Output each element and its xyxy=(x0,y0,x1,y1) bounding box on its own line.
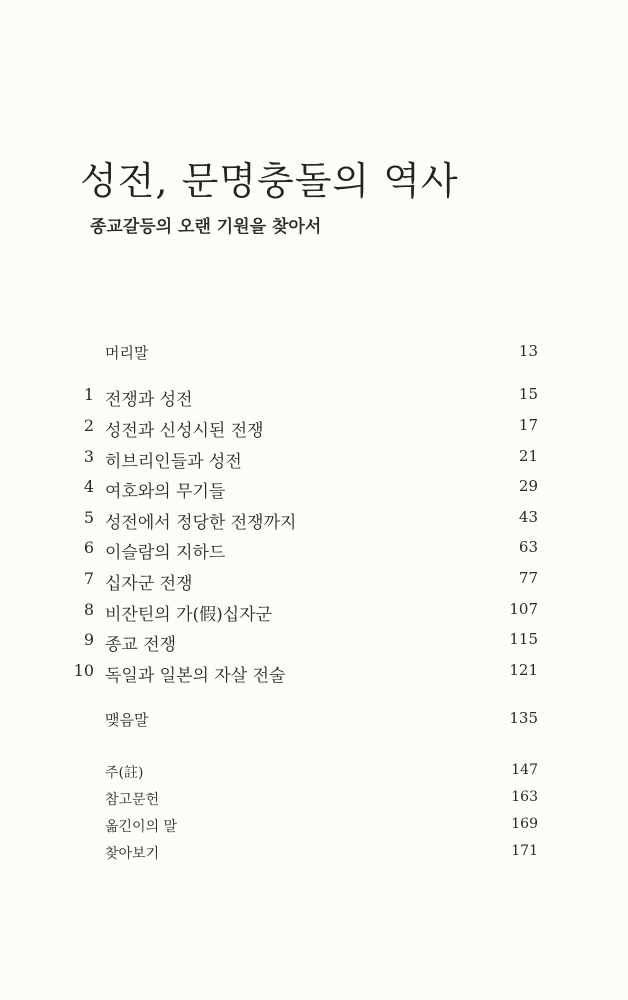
toc-chapter-9 xyxy=(0,630,628,658)
toc-entry-label: 맺음말 xyxy=(105,711,149,729)
chapter-title: 성전과 신성시된 전쟁 xyxy=(105,421,264,441)
toc-appendix-references xyxy=(0,789,628,817)
chapter-title: 비잔틴의 가(假)십자군 xyxy=(105,605,273,625)
appendix-label: 옮긴이의 말 xyxy=(105,819,178,835)
book-title: 성전, 문명충돌의 역사 xyxy=(80,159,459,203)
appendix-label: 찾아보기 xyxy=(105,846,160,862)
chapter-number: 2 xyxy=(83,416,94,435)
chapter-page: 29 xyxy=(518,477,538,495)
chapter-title: 십자군 전쟁 xyxy=(105,574,193,594)
toc-chapter-10 xyxy=(0,661,628,689)
appendix-page: 147 xyxy=(511,762,538,778)
chapter-title: 종교 전쟁 xyxy=(105,635,177,655)
toc-appendix-index xyxy=(0,843,628,871)
toc-preface xyxy=(0,342,628,370)
book-subtitle: 종교갈등의 오랜 기원을 찾아서 xyxy=(90,217,322,237)
toc-chapter-5 xyxy=(0,508,628,536)
chapter-title: 히브리인들과 성전 xyxy=(105,452,242,472)
toc-chapter-8 xyxy=(0,600,628,628)
appendix-page: 163 xyxy=(511,789,538,805)
toc-appendix-notes xyxy=(0,762,628,790)
chapter-number: 4 xyxy=(83,477,94,496)
toc-conclusion xyxy=(0,709,628,737)
chapter-title: 이슬람의 지하드 xyxy=(105,543,226,563)
appendix-page: 171 xyxy=(511,843,538,859)
chapter-number: 6 xyxy=(83,538,94,557)
chapter-title: 여호와의 무기들 xyxy=(105,482,226,502)
chapter-title: 성전에서 정당한 전쟁까지 xyxy=(105,513,297,533)
chapter-page: 107 xyxy=(509,600,538,618)
toc-chapter-3 xyxy=(0,447,628,475)
chapter-number: 5 xyxy=(83,508,94,527)
chapter-number: 1 xyxy=(83,385,94,404)
chapter-page: 15 xyxy=(518,385,538,403)
toc-chapter-6 xyxy=(0,538,628,566)
toc-chapter-2 xyxy=(0,416,628,444)
chapter-page: 63 xyxy=(518,538,538,556)
chapter-page: 121 xyxy=(509,661,538,679)
chapter-page: 77 xyxy=(518,569,538,587)
chapter-number: 3 xyxy=(83,447,94,466)
toc-appendix-translator xyxy=(0,816,628,844)
chapter-title: 독일과 일본의 자살 전술 xyxy=(105,666,286,686)
chapter-number: 8 xyxy=(83,600,94,619)
chapter-title: 전쟁과 성전 xyxy=(105,390,193,410)
toc-entry-label: 머리말 xyxy=(105,344,149,362)
chapter-page: 21 xyxy=(518,447,538,465)
toc-chapter-1 xyxy=(0,385,628,413)
appendix-label: 주(註) xyxy=(105,765,144,781)
chapter-number: 9 xyxy=(83,630,94,649)
chapter-page: 43 xyxy=(518,508,538,526)
toc-entry-page: 13 xyxy=(518,342,538,360)
chapter-number: 7 xyxy=(83,569,94,588)
appendix-label: 참고문헌 xyxy=(105,792,160,808)
toc-chapter-7 xyxy=(0,569,628,597)
appendix-page: 169 xyxy=(511,816,538,832)
chapter-page: 17 xyxy=(518,416,538,434)
chapter-page: 115 xyxy=(509,630,538,648)
toc-chapter-4 xyxy=(0,477,628,505)
chapter-number: 10 xyxy=(73,661,94,680)
toc-entry-page: 135 xyxy=(509,709,538,727)
